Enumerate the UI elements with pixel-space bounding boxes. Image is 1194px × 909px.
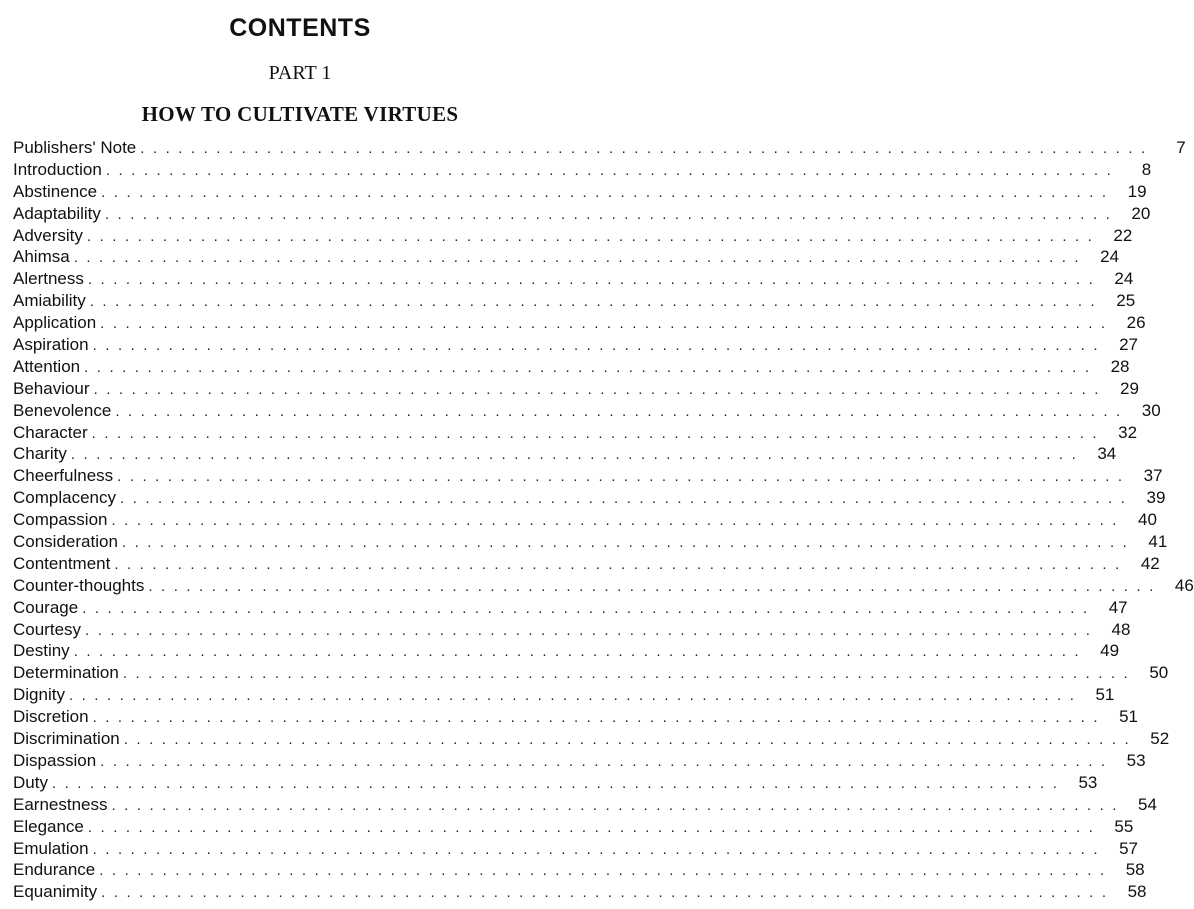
toc-entry-page-number: 24 xyxy=(1100,247,1120,267)
dot-leader: ................................................................................ xyxy=(92,709,1106,727)
toc-entry-label: Abstinence xyxy=(13,181,98,201)
toc-entry xyxy=(13,312,1146,334)
dot-leader: ................................................................................ xyxy=(148,577,1162,595)
toc-entry-label: Publishers' Note xyxy=(13,138,137,157)
toc-entry-page-number: 54 xyxy=(1137,794,1157,814)
toc-entry xyxy=(13,750,1146,772)
toc-entry xyxy=(13,181,1147,203)
dot-leader: ................................................................................ xyxy=(84,358,1098,376)
toc-entry-label: Destiny xyxy=(13,641,70,661)
dot-leader: ................................................................................ xyxy=(104,205,1119,223)
dot-leader: ................................................................................ xyxy=(92,337,1107,355)
toc-entry-page-number: 34 xyxy=(1097,444,1117,464)
toc-entry-page-number: 51 xyxy=(1119,707,1138,727)
toc-entry xyxy=(13,509,1157,531)
toc-entry xyxy=(13,575,1194,597)
toc-entry-label: Discretion xyxy=(13,707,89,727)
toc-entry xyxy=(13,859,1145,881)
toc-entry-label: Ahimsa xyxy=(13,247,70,267)
toc-entry-label: Amiability xyxy=(13,291,86,311)
dot-leader: ................................................................................ xyxy=(99,862,1113,880)
toc-entry-page-number: 49 xyxy=(1100,641,1120,661)
dot-leader: ................................................................................ xyxy=(51,774,1066,792)
toc-entry-page-number: 20 xyxy=(1131,203,1151,223)
dot-leader: ................................................................................ xyxy=(87,818,1102,836)
toc-entry-label: Discrimination xyxy=(13,729,120,749)
toc-entry-label: Behaviour xyxy=(13,378,90,398)
toc-entry-page-number: 42 xyxy=(1140,553,1160,573)
toc-list xyxy=(13,137,1194,903)
dot-leader: ................................................................................ xyxy=(101,884,1115,902)
toc-entry-page-number: 32 xyxy=(1118,422,1138,442)
toc-entry xyxy=(13,640,1120,662)
toc-entry xyxy=(13,772,1098,794)
toc-entry-page-number: 53 xyxy=(1126,750,1146,770)
dot-leader: ................................................................................ xyxy=(89,293,1104,311)
toc-entry xyxy=(13,159,1152,181)
toc-entry-page-number: 41 xyxy=(1148,532,1168,552)
toc-entry xyxy=(13,597,1128,619)
toc-entry xyxy=(13,619,1131,641)
toc-entry xyxy=(13,465,1163,487)
dot-leader: ................................................................................ xyxy=(122,665,1137,683)
toc-entry-label: Determination xyxy=(13,663,119,683)
toc-entry-label: Adversity xyxy=(13,225,83,245)
toc-entry xyxy=(13,816,1134,838)
dot-leader: ................................................................................ xyxy=(86,227,1101,245)
toc-entry-label: Consideration xyxy=(13,532,118,552)
toc-entry-label: Compassion xyxy=(13,510,108,530)
toc-entry-label: Courtesy xyxy=(13,619,82,639)
toc-entry-label: Earnestness xyxy=(13,794,108,814)
toc-entry-label: Dignity xyxy=(13,685,65,705)
toc-entry-label: Alertness xyxy=(13,269,84,289)
toc-entry xyxy=(13,290,1136,312)
toc-entry xyxy=(13,553,1160,575)
section-heading: HOW TO CULTIVATE VIRTUES xyxy=(141,102,459,126)
toc-entry xyxy=(13,706,1138,728)
toc-entry xyxy=(13,268,1134,290)
toc-entry-page-number: 48 xyxy=(1111,619,1131,639)
toc-entry-page-number: 22 xyxy=(1113,225,1133,245)
toc-entry-label: Charity xyxy=(13,444,67,464)
toc-entry-page-number: 51 xyxy=(1095,685,1115,705)
dot-leader: ................................................................................ xyxy=(91,424,1106,442)
dot-leader: ................................................................................ xyxy=(101,183,1115,201)
toc-entry-page-number: 39 xyxy=(1146,488,1166,508)
toc-entry-page-number: 52 xyxy=(1150,729,1170,749)
dot-leader: ................................................................................ xyxy=(92,840,1107,858)
toc-entry-label: Contentment xyxy=(13,553,111,573)
toc-entry-label: Equanimity xyxy=(13,882,98,902)
toc-entry xyxy=(13,443,1117,465)
toc-entry-label: Application xyxy=(13,313,97,333)
toc-entry xyxy=(13,728,1170,750)
toc-entry xyxy=(13,356,1130,378)
page-title: CONTENTS xyxy=(229,14,371,42)
toc-entry xyxy=(13,684,1115,706)
dot-leader: ................................................................................ xyxy=(111,796,1125,814)
toc-entry-page-number: 55 xyxy=(1114,816,1134,836)
dot-leader: ................................................................................ xyxy=(111,512,1125,530)
toc-entry-page-number: 25 xyxy=(1116,291,1136,311)
toc-entry-page-number: 53 xyxy=(1078,772,1098,792)
toc-entry xyxy=(13,400,1161,422)
dot-leader: ................................................................................ xyxy=(120,490,1134,508)
toc-entry-label: Duty xyxy=(13,772,48,792)
toc-entry xyxy=(13,794,1157,816)
toc-entry-page-number: 58 xyxy=(1127,882,1147,902)
dot-leader: ................................................................................ xyxy=(121,534,1136,552)
toc-entry-label: Emulation xyxy=(13,838,89,858)
toc-entry xyxy=(13,487,1166,509)
toc-entry-label: Dispassion xyxy=(13,750,97,770)
dot-leader: ................................................................................ xyxy=(100,752,1114,770)
toc-entry-label: Attention xyxy=(13,356,81,376)
toc-entry xyxy=(13,838,1139,860)
toc-entry-label: Complacency xyxy=(13,488,116,508)
toc-entry-page-number: 27 xyxy=(1119,335,1139,355)
dot-leader: ................................................................................ xyxy=(93,380,1107,398)
toc-entry-page-number: 50 xyxy=(1149,663,1169,683)
toc-entry-label: Character xyxy=(13,422,88,442)
toc-entry-page-number: 7 xyxy=(1176,138,1186,157)
toc-entry-page-number: 47 xyxy=(1108,597,1128,617)
toc-entry xyxy=(13,881,1147,903)
dot-leader: ................................................................................ xyxy=(73,643,1088,661)
dot-leader: ................................................................................ xyxy=(100,315,1114,333)
toc-entry xyxy=(13,137,1186,159)
toc-entry-page-number: 29 xyxy=(1120,378,1139,398)
toc-entry xyxy=(13,531,1168,553)
dot-leader: ................................................................................ xyxy=(87,271,1102,289)
toc-entry-label: Counter-thoughts xyxy=(13,575,145,595)
toc-entry-page-number: 8 xyxy=(1141,159,1152,179)
dot-leader: ................................................................................ xyxy=(85,621,1099,639)
toc-entry xyxy=(13,203,1151,225)
toc-entry-label: Courage xyxy=(13,597,79,617)
toc-entry xyxy=(13,225,1133,247)
toc-entry-label: Cheerfulness xyxy=(13,466,114,486)
toc-entry-page-number: 24 xyxy=(1114,269,1134,289)
part-label: PART 1 xyxy=(268,62,332,84)
toc-entry-page-number: 30 xyxy=(1141,400,1161,420)
toc-entry xyxy=(13,422,1138,444)
dot-leader: ................................................................................ xyxy=(123,731,1138,749)
dot-leader: ................................................................................ xyxy=(82,599,1096,617)
toc-entry xyxy=(13,378,1139,400)
toc-entry xyxy=(13,246,1120,268)
dot-leader: ................................................................................ xyxy=(114,555,1128,573)
dot-leader: ................................................................................ xyxy=(68,687,1083,705)
toc-entry-label: Introduction xyxy=(13,159,102,179)
toc-entry-page-number: 58 xyxy=(1125,860,1145,880)
toc-entry-label: Aspiration xyxy=(13,335,89,355)
toc-entry-page-number: 37 xyxy=(1143,466,1163,486)
toc-entry xyxy=(13,334,1139,356)
toc-entry-label: Benevolence xyxy=(13,400,112,420)
toc-entry-page-number: 28 xyxy=(1110,356,1130,376)
toc-entry xyxy=(13,662,1169,684)
toc-entry-label: Adaptability xyxy=(13,203,101,223)
toc-entry-label: Endurance xyxy=(13,860,96,880)
toc-entry-label: Elegance xyxy=(13,816,84,836)
toc-entry-page-number: 46 xyxy=(1174,575,1194,595)
dot-leader: ................................................................................ xyxy=(70,446,1085,464)
toc-entry-page-number: 57 xyxy=(1119,838,1139,858)
dot-leader: ................................................................................ xyxy=(117,468,1131,486)
dot-leader: ................................................................................ xyxy=(140,140,1154,157)
dot-leader: ................................................................................ xyxy=(115,402,1129,420)
toc-entry-page-number: 19 xyxy=(1127,181,1147,201)
dot-leader: ................................................................................ xyxy=(73,249,1088,267)
dot-leader: ................................................................................ xyxy=(105,161,1120,179)
toc-entry-page-number: 26 xyxy=(1126,313,1146,333)
toc-entry-page-number: 40 xyxy=(1137,510,1157,530)
